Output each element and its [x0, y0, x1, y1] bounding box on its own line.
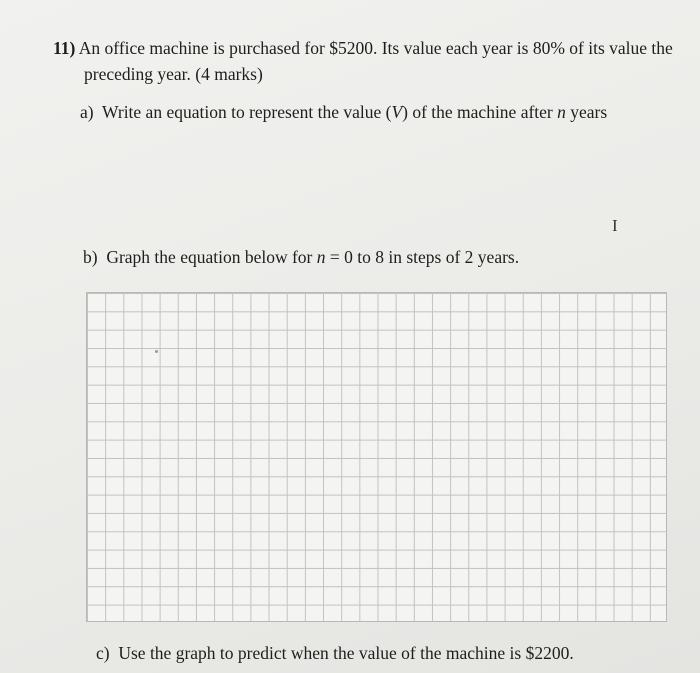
question-line-2: preceding year. (4 marks)	[84, 64, 263, 84]
part-a-prompt	[80, 102, 607, 122]
part-b-text-after: = 0 to 8 in steps of 2 years.	[325, 247, 520, 267]
part-b-label: b)	[83, 247, 98, 267]
part-b-prompt	[83, 247, 519, 267]
part-a-label: a)	[80, 102, 94, 122]
question-line-1	[53, 38, 673, 58]
part-c-text: Use the graph to predict when the value of the machine is $2200.	[118, 643, 574, 663]
part-c-prompt	[96, 643, 574, 663]
part-a-text-after: years	[565, 102, 608, 122]
part-a-text-before: Write an equation to represent the value (	[102, 102, 392, 122]
text-cursor-icon: I	[612, 216, 618, 235]
variable-v: V	[391, 102, 403, 122]
question-text-line-1: An office machine is purchased for $5200. Its value each year is 80% of its value the	[78, 38, 673, 58]
question-number: 11)	[53, 38, 76, 58]
pencil-mark	[155, 350, 158, 353]
graph-grid[interactable]	[86, 292, 667, 622]
part-b-text-before: Graph the equation below for	[106, 247, 317, 267]
variable-n: n	[316, 247, 326, 267]
variable-n: n	[557, 102, 566, 122]
part-c-label: c)	[96, 643, 110, 663]
part-a-text-middle: ) of the machine after	[402, 102, 558, 122]
